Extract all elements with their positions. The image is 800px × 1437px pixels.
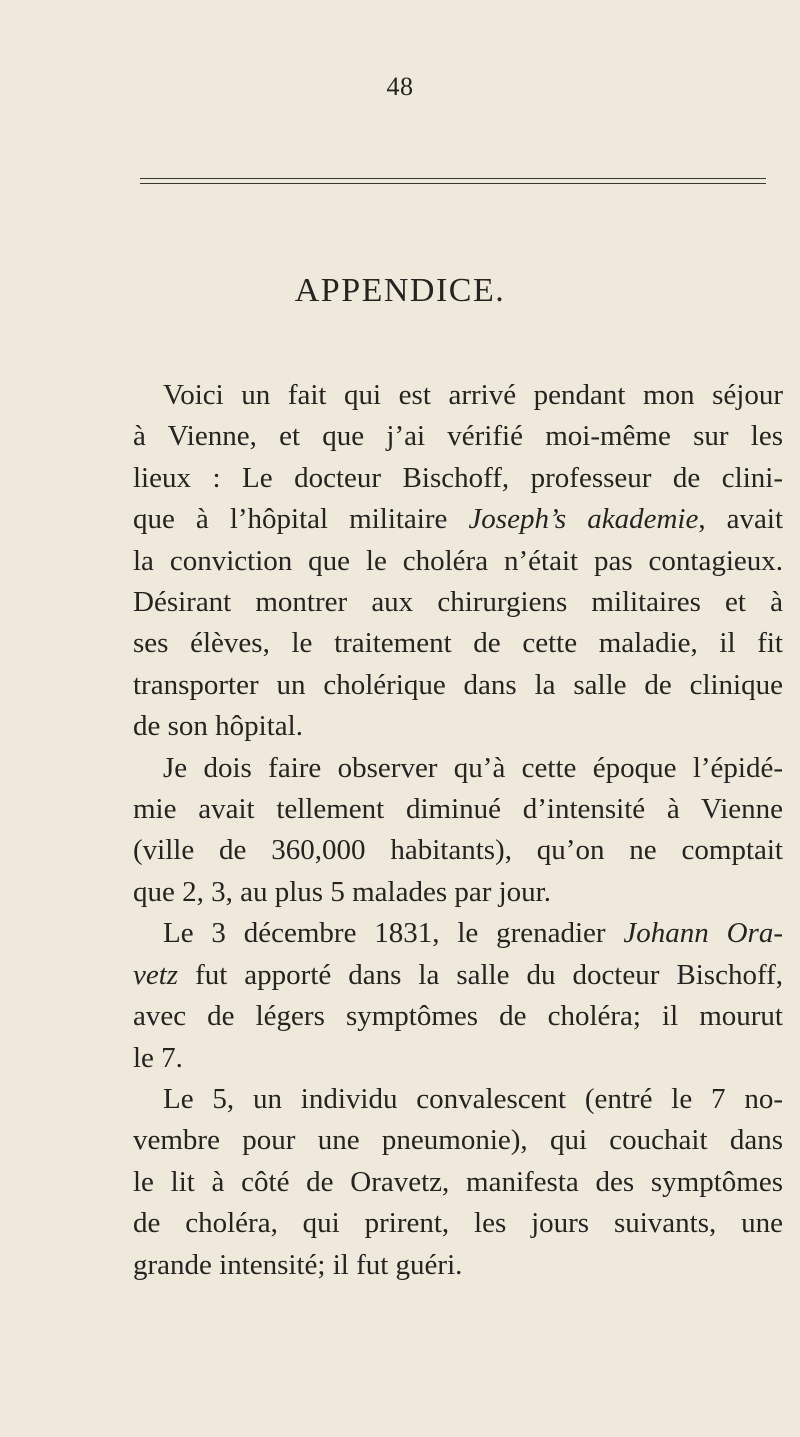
- body-text: [133, 375, 783, 1286]
- text-line: Le 5, un individu convalescent (entré le 7 no-: [163, 1082, 783, 1115]
- header-rule: [140, 178, 766, 184]
- text-line: transporter un cholérique dans la salle de clinique: [133, 668, 783, 701]
- text-run: , avait: [698, 503, 783, 536]
- text-line: avec de légers symptômes de choléra; il mourut: [133, 1000, 783, 1033]
- text-run: fut apporté dans la salle du docteur Bischoff,: [178, 958, 783, 991]
- text-line: que 2, 3, au plus 5 malades par jour.: [133, 875, 551, 908]
- text-line: [133, 499, 783, 540]
- text-line: [133, 955, 783, 996]
- text-line: Voici un fait qui est arrivé pendant mon séjour: [163, 379, 783, 411]
- text-line: de choléra, qui prirent, les jours suivants, une: [133, 1207, 783, 1240]
- text-line: le 7.: [133, 1041, 183, 1074]
- text-line: vembre pour une pneumonie), qui couchait dans: [133, 1124, 783, 1157]
- text-run: que à l’hôpital militaire: [133, 503, 469, 536]
- section-heading: APPENDICE.: [294, 272, 506, 309]
- text-line: ses élèves, le traitement de cette maladie, il fit: [133, 627, 783, 660]
- italic-run: Johann Ora-: [623, 917, 783, 950]
- text-line: la conviction que le choléra n’était pas contagieux.: [133, 544, 783, 577]
- text-line: mie avait tellement diminué d’intensité à Vienne: [133, 793, 783, 826]
- text-run: Le 3 décembre 1831, le grenadier: [163, 917, 624, 950]
- italic-run: Joseph’s akademie: [468, 503, 699, 536]
- text-line: à Vienne, et que j’ai vérifié moi-même sur les: [133, 420, 783, 453]
- text-line: lieux : Le docteur Bischoff, professeur de clini-: [133, 461, 783, 494]
- text-line: de son hôpital.: [133, 710, 303, 743]
- page-number: 48: [386, 72, 414, 101]
- text-line: Je dois faire observer qu’à cette époque l’épidé-: [163, 751, 783, 784]
- text-line: le lit à côté de Oravetz, manifesta des symptômes: [133, 1165, 783, 1198]
- text-line: Désirant montrer aux chirurgiens militaires et à: [133, 586, 783, 619]
- text-line: (ville de 360,000 habitants), qu’on ne comptait: [133, 834, 783, 867]
- italic-run: vetz: [133, 958, 179, 991]
- text-line: grande intensité; il fut guéri.: [133, 1248, 463, 1281]
- text-line: [133, 913, 783, 954]
